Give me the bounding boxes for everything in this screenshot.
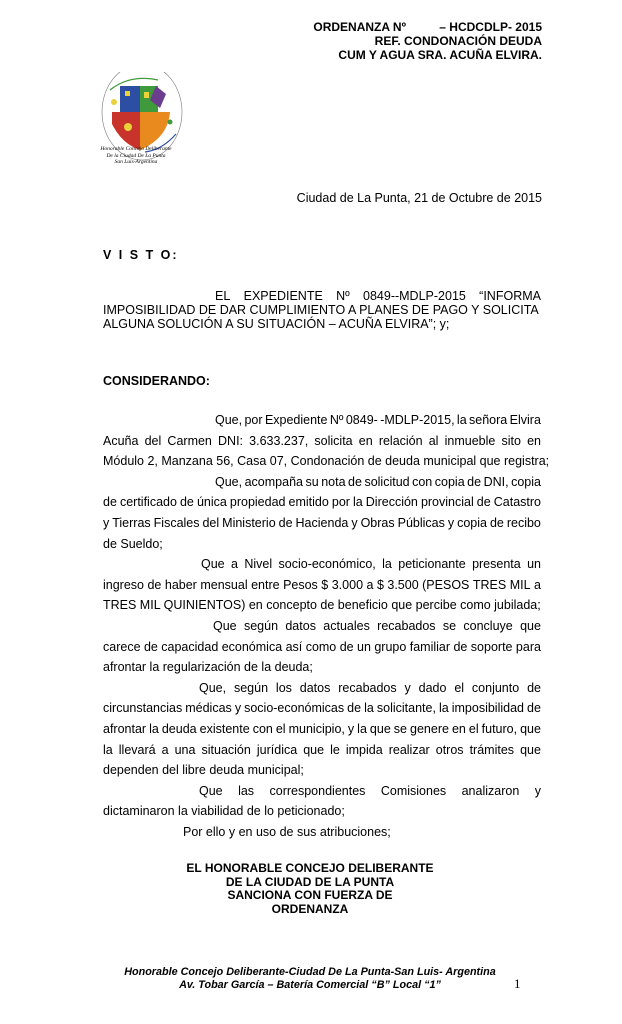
word: Pesos bbox=[283, 577, 318, 592]
word: Catastro bbox=[493, 495, 541, 510]
document-header bbox=[313, 20, 542, 62]
word: por bbox=[244, 413, 263, 427]
word: Que, bbox=[215, 413, 243, 427]
word: de bbox=[147, 577, 162, 592]
word: copia bbox=[511, 474, 541, 489]
word: las bbox=[238, 783, 255, 798]
visto-line-1: EL EXPEDIENTE Nº 0849--MDLP-2015 “INFORMA bbox=[215, 289, 541, 303]
word: de bbox=[347, 701, 362, 716]
word: carece bbox=[103, 639, 141, 654]
word: de bbox=[476, 495, 491, 510]
word: futuro, bbox=[481, 721, 518, 736]
word: llevará bbox=[118, 742, 156, 757]
word: señora bbox=[469, 413, 508, 427]
word: circunstancias bbox=[103, 701, 183, 716]
word: los bbox=[275, 680, 292, 695]
word: 3.633.237, bbox=[249, 433, 309, 448]
paragraph-line bbox=[103, 410, 541, 431]
word: afrontar bbox=[103, 721, 147, 736]
word: Que bbox=[213, 618, 237, 633]
word: a bbox=[534, 577, 541, 592]
reference-line: REF. CONDONACIÓN DEUDA bbox=[374, 34, 542, 48]
paragraph-line: afrontar la regularización de la deuda; bbox=[103, 660, 313, 675]
word: copia bbox=[434, 474, 465, 489]
word: según bbox=[233, 680, 269, 695]
word: Tierras bbox=[112, 515, 151, 530]
visto-line-2: IMPOSIBILIDAD DE DAR CUMPLIMIENTO A PLANES DE PAGO Y SOLICITA bbox=[103, 303, 539, 317]
word: Que bbox=[201, 557, 225, 572]
word: a bbox=[366, 577, 374, 592]
word: nota bbox=[321, 474, 346, 489]
word: emitido bbox=[288, 495, 329, 510]
word: provincial bbox=[420, 495, 474, 510]
word: socio-económicas bbox=[244, 701, 345, 716]
word: el bbox=[468, 721, 479, 736]
word: su bbox=[305, 474, 319, 489]
word: que bbox=[369, 721, 391, 736]
paragraph-line bbox=[103, 513, 541, 534]
word: de bbox=[527, 680, 541, 695]
word: económica bbox=[221, 639, 283, 654]
word: un bbox=[527, 557, 541, 572]
word: grupo bbox=[374, 639, 407, 654]
word: Expediente bbox=[264, 413, 328, 427]
word: peticionante bbox=[398, 557, 466, 572]
word: Obras bbox=[360, 515, 395, 530]
word: que bbox=[520, 742, 541, 757]
word: MIL bbox=[509, 577, 531, 592]
word: la bbox=[456, 413, 467, 427]
word: de bbox=[103, 495, 117, 510]
word: a bbox=[161, 742, 169, 757]
word: Elvira bbox=[509, 413, 541, 427]
paragraph-line: dependen del libre deuda municipal; bbox=[103, 763, 304, 778]
word: el bbox=[454, 680, 465, 695]
word: el bbox=[275, 721, 286, 736]
word: propiedad bbox=[229, 495, 286, 510]
word: Que bbox=[199, 783, 223, 798]
word: correspondientes bbox=[269, 783, 366, 798]
word: al bbox=[428, 433, 439, 448]
word: existente bbox=[199, 721, 250, 736]
word: municipio, bbox=[288, 721, 345, 736]
word: solicita bbox=[314, 433, 353, 448]
word: con bbox=[412, 474, 433, 489]
word: realizar bbox=[388, 742, 430, 757]
council-logo bbox=[100, 72, 184, 184]
word: que bbox=[303, 742, 325, 757]
word: Fiscales bbox=[153, 515, 200, 530]
resolution-block: EL HONORABLE CONCEJO DELIBERANTE DE LA CIUDAD DE LA PUNTA SANCIONA CON FUERZA DE ORDENANZA bbox=[186, 861, 434, 916]
word: la bbox=[149, 721, 159, 736]
paragraph-line bbox=[103, 616, 541, 637]
word: una bbox=[174, 742, 196, 757]
word: Públicas bbox=[397, 515, 445, 530]
word: se bbox=[442, 618, 457, 633]
paragraph-line bbox=[103, 698, 541, 719]
word: jurídica bbox=[256, 742, 298, 757]
word: (PESOS bbox=[422, 577, 470, 592]
word: mensual bbox=[200, 577, 248, 592]
word: de bbox=[348, 474, 362, 489]
word: DNI: bbox=[218, 433, 244, 448]
word: de bbox=[278, 515, 293, 530]
word: Que, bbox=[199, 680, 227, 695]
word: de bbox=[489, 515, 504, 530]
word: la bbox=[382, 557, 392, 572]
paragraph-line bbox=[103, 719, 541, 740]
word: inmueble bbox=[444, 433, 496, 448]
paragraph-line bbox=[103, 740, 541, 761]
word: datos bbox=[299, 680, 331, 695]
word: sito bbox=[501, 433, 521, 448]
paragraph-line bbox=[103, 637, 541, 658]
word: Nº bbox=[329, 413, 344, 427]
word: situación bbox=[201, 742, 251, 757]
word: imposibilidad bbox=[451, 701, 524, 716]
word: y bbox=[351, 515, 358, 530]
word: Que, bbox=[215, 474, 243, 489]
page-number: 1 bbox=[514, 976, 521, 991]
visto-paragraph bbox=[103, 289, 541, 331]
word: con bbox=[252, 721, 273, 736]
paragraph-line bbox=[103, 431, 541, 452]
word: recibo bbox=[506, 515, 541, 530]
paragraph-line: TRES MIL QUINIENTOS) en concepto de beneficio que percibe como jubilada; bbox=[103, 598, 541, 613]
word: así bbox=[285, 639, 303, 654]
word: actuales bbox=[323, 618, 370, 633]
word: la bbox=[438, 701, 449, 716]
word: según bbox=[243, 618, 279, 633]
logo-caption: Honorable Concejo Deliberante De la Ciudad De La Punta San Luis-Argentina bbox=[100, 146, 172, 165]
word: que bbox=[520, 721, 541, 736]
paragraph-line bbox=[103, 575, 541, 596]
word: $ bbox=[376, 577, 384, 592]
word: entre bbox=[251, 577, 280, 592]
word: haber bbox=[164, 577, 197, 592]
page-footer: Honorable Concejo Deliberante-Ciudad De La Punta-San Luis- Argentina Av. Tobar García – Batería Comercial “B” Local “1” bbox=[124, 966, 496, 991]
word: capacidad bbox=[161, 639, 219, 654]
word: ingreso bbox=[103, 577, 144, 592]
paragraph-line bbox=[103, 678, 541, 699]
word: y bbox=[534, 783, 541, 798]
word: impida bbox=[345, 742, 383, 757]
word: -MDLP-2015, bbox=[380, 413, 455, 427]
paragraph-line bbox=[103, 492, 541, 513]
word: única bbox=[196, 495, 227, 510]
word: trámites bbox=[469, 742, 515, 757]
word: y bbox=[347, 721, 355, 736]
word: y bbox=[404, 680, 411, 695]
word: por bbox=[331, 495, 350, 510]
word: de bbox=[467, 474, 482, 489]
word: Comisiones bbox=[380, 783, 447, 798]
word: concluye bbox=[463, 618, 513, 633]
word: conjunto bbox=[471, 680, 520, 695]
word: como bbox=[305, 639, 337, 654]
word: copia bbox=[457, 515, 487, 530]
word: la bbox=[353, 495, 363, 510]
word: y bbox=[234, 701, 242, 716]
word: solicitante, bbox=[376, 701, 436, 716]
word: TRES bbox=[472, 577, 507, 592]
paragraph-line bbox=[103, 554, 541, 575]
word: que bbox=[520, 618, 541, 633]
word: analizaron bbox=[461, 783, 520, 798]
word: 3.500 bbox=[387, 577, 419, 592]
word: 3.000 bbox=[331, 577, 364, 592]
paragraph-line: de Sueldo; bbox=[103, 536, 163, 551]
word: presenta bbox=[472, 557, 521, 572]
word: otros bbox=[435, 742, 464, 757]
word: se bbox=[393, 721, 407, 736]
word: Acuña bbox=[103, 433, 139, 448]
paragraph-line: Por ello y en uso de sus atribuciones; bbox=[183, 824, 391, 839]
word: Nivel bbox=[244, 557, 273, 572]
word: $ bbox=[321, 577, 329, 592]
word: DNI, bbox=[483, 474, 509, 489]
word: genere bbox=[410, 721, 449, 736]
document-date: Ciudad de La Punta, 21 de Octubre de 2015 bbox=[296, 191, 542, 205]
word: Hacienda bbox=[295, 515, 349, 530]
word: solicitud bbox=[364, 474, 410, 489]
word: socio-económico, bbox=[278, 557, 376, 572]
word: le bbox=[330, 742, 340, 757]
word: del bbox=[144, 433, 162, 448]
considerando-body bbox=[103, 410, 550, 842]
word: acompaña bbox=[244, 474, 303, 489]
word: deuda bbox=[161, 721, 197, 736]
word: médicas bbox=[185, 701, 232, 716]
word: de bbox=[179, 495, 194, 510]
reference-subject: CUM Y AGUA SRA. ACUÑA ELVIRA. bbox=[338, 48, 542, 62]
word: de bbox=[527, 701, 541, 716]
word: en bbox=[527, 433, 541, 448]
word: de bbox=[453, 639, 468, 654]
considerando-heading: CONSIDERANDO: bbox=[103, 374, 210, 388]
word: familiar bbox=[409, 639, 451, 654]
visto-heading: V I S T O: bbox=[103, 248, 179, 262]
word: y bbox=[103, 515, 110, 530]
word: en bbox=[358, 433, 373, 448]
word: certificado bbox=[119, 495, 177, 510]
word: dado bbox=[418, 680, 447, 695]
word: para bbox=[515, 639, 541, 654]
word: la bbox=[364, 701, 374, 716]
paragraph-line: dictaminaron la viabilidad de lo peticionado; bbox=[103, 804, 345, 819]
word: del bbox=[202, 515, 220, 530]
visto-line-3: ALGUNA SOLUCIÓN A SU SITUACIÓN – ACUÑA ELVIRA”; y; bbox=[103, 317, 450, 331]
word: soporte bbox=[470, 639, 513, 654]
word: datos bbox=[285, 618, 316, 633]
paragraph-line bbox=[103, 472, 541, 493]
word: 0849- bbox=[345, 413, 378, 427]
word: relación bbox=[378, 433, 423, 448]
word: en bbox=[451, 721, 466, 736]
word: de bbox=[143, 639, 158, 654]
word: Ministerio bbox=[222, 515, 276, 530]
word: Carmen bbox=[167, 433, 212, 448]
word: de bbox=[339, 639, 354, 654]
word: a bbox=[231, 557, 238, 572]
word: Dirección bbox=[365, 495, 418, 510]
ordinance-number: ORDENANZA Nº – HCDCDLP- 2015 bbox=[313, 20, 542, 34]
word: y bbox=[447, 515, 455, 530]
paragraph-line bbox=[103, 781, 541, 802]
paragraph-line: Módulo 2, Manzana 56, Casa 07, Condonación de deuda municipal que registra; bbox=[103, 454, 550, 469]
word: un bbox=[357, 639, 371, 654]
word: la bbox=[357, 721, 367, 736]
word: recabados bbox=[377, 618, 436, 633]
word: recabados bbox=[338, 680, 397, 695]
word: la bbox=[103, 742, 113, 757]
